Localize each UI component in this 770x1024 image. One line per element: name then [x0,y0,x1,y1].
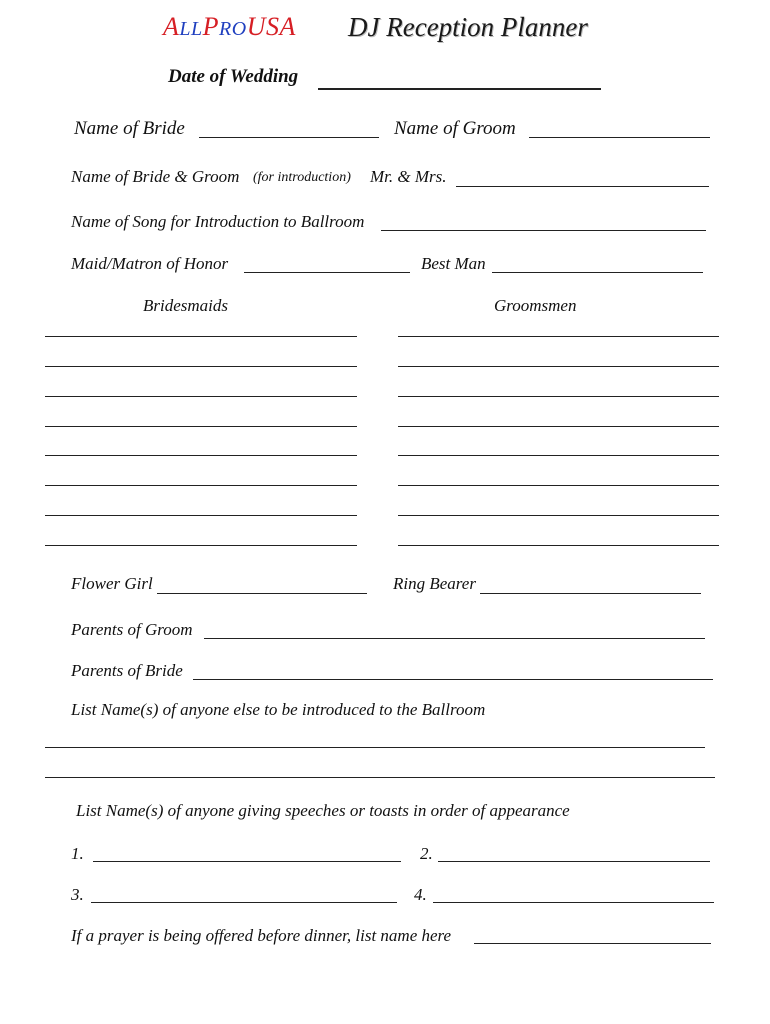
mr-mrs-field[interactable] [456,186,709,187]
name-of-bride-label: Name of Bride [74,118,185,139]
name-of-groom-label: Name of Groom [394,118,516,139]
groomsman-field-2[interactable] [398,366,719,367]
bridesmaid-field-1[interactable] [45,336,357,337]
maid-matron-label: Maid/Matron of Honor [71,254,229,273]
song-intro-label: Name of Song for Introduction to Ballroom [71,212,365,231]
ring-bearer-label: Ring Bearer [393,574,476,593]
speech-2-label: 2. [420,844,433,863]
name-of-bride-field[interactable] [199,137,379,138]
logo-ro: RO [219,18,247,40]
parents-of-groom-field[interactable] [204,638,705,639]
speech-3-label: 3. [71,885,84,904]
speech-4-field[interactable] [433,902,714,903]
bride-groom-intro-note: (for introduction) [253,170,351,185]
flower-girl-label: Flower Girl [71,574,153,593]
bridesmaids-heading: Bridesmaids [143,296,228,315]
page-title: DJ Reception Planner [348,12,588,42]
bride-groom-intro-label: Name of Bride & Groom [71,167,240,186]
groomsmen-heading: Groomsmen [494,296,577,315]
groomsman-field-5[interactable] [398,455,719,456]
parents-of-bride-field[interactable] [193,679,713,680]
groomsman-field-7[interactable] [398,515,719,516]
mr-mrs-label: Mr. & Mrs. [370,167,447,186]
others-intro-field-1[interactable] [45,747,705,748]
song-intro-field[interactable] [381,230,706,231]
speech-4-label: 4. [414,885,427,904]
ring-bearer-field[interactable] [480,593,701,594]
bridesmaid-field-2[interactable] [45,366,357,367]
logo-ll: LL [179,18,203,40]
bridesmaid-field-8[interactable] [45,545,357,546]
date-of-wedding-field[interactable] [318,88,601,90]
parents-of-bride-label: Parents of Bride [71,661,183,680]
groomsman-field-8[interactable] [398,545,719,546]
logo-usa: USA [246,12,296,41]
others-intro-label: List Name(s) of anyone else to be introduced to the Ballroom [71,700,486,719]
name-of-groom-field[interactable] [529,137,710,138]
bridesmaid-field-6[interactable] [45,485,357,486]
speech-1-field[interactable] [93,861,401,862]
prayer-label: If a prayer is being offered before dinner, list name here [71,926,452,945]
speech-3-field[interactable] [91,902,397,903]
best-man-field[interactable] [492,272,703,273]
parents-of-groom-label: Parents of Groom [71,620,193,639]
date-of-wedding-label: Date of Wedding [168,66,299,87]
speech-1-label: 1. [71,844,84,863]
bridesmaid-field-5[interactable] [45,455,357,456]
logo-a: A [163,12,180,41]
bridesmaid-field-7[interactable] [45,515,357,516]
allprousa-logo [163,14,296,40]
groomsman-field-6[interactable] [398,485,719,486]
best-man-label: Best Man [421,254,486,273]
speech-2-field[interactable] [438,861,710,862]
logo-p: P [202,12,220,41]
flower-girl-field[interactable] [157,593,367,594]
maid-matron-field[interactable] [244,272,410,273]
groomsman-field-4[interactable] [398,426,719,427]
speeches-label: List Name(s) of anyone giving speeches or toasts in order of appearance [76,801,570,820]
groomsman-field-1[interactable] [398,336,719,337]
groomsman-field-3[interactable] [398,396,719,397]
bridesmaid-field-3[interactable] [45,396,357,397]
others-intro-field-2[interactable] [45,777,715,778]
prayer-field[interactable] [474,943,711,944]
bridesmaid-field-4[interactable] [45,426,357,427]
